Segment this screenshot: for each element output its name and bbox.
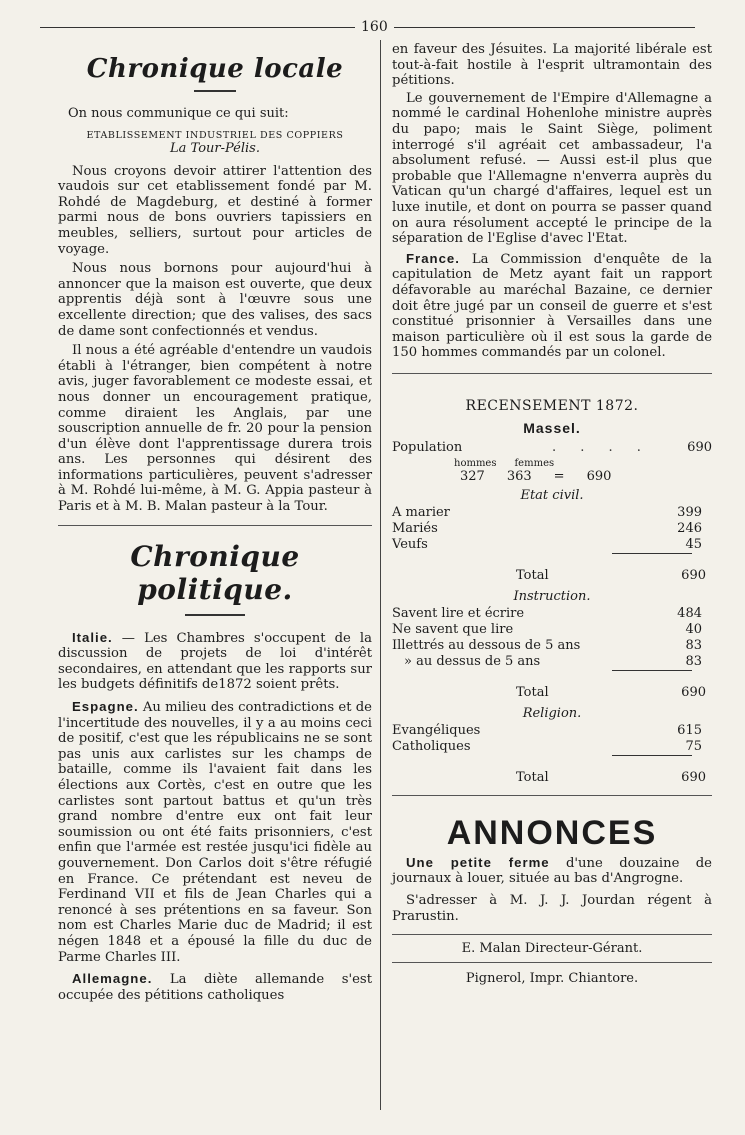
- total-label: Total: [516, 769, 549, 785]
- etat-label: Mariés: [392, 520, 438, 536]
- printer-line: Pignerol, Impr. Chiantore.: [465, 971, 639, 987]
- right-column: [392, 42, 712, 986]
- population-value: 690: [687, 439, 712, 455]
- espagne-text: Au milieu des contradictions et de l'incertitude des nouvelles, il y a au moins ceci de positif, c'est que les républicains ne se sont pas unis aux carlistes sur les champs de bataille, comme ils l'avaient fait dans les élections aux Cortès, c'est en outre que les carlistes sont partout battus et qu'un très grand nombre d'entre eux ont fait leur soumission ou ont été faits prisonniers, c'est enfin que l'armée est restée jusqu'ici fidèle au gouvernement. Don Carlos doit s'être réfugié en France. Ce prétendant est neveu de Ferdinand VII et fils de Jean Charles qui a renoncé à ses prétentions en sa faveur. Son nom est Charles Marie duc de Madrid; il est négen 1848 et a épousé la fille du duc de Parme Charles III.: [58, 700, 372, 965]
- column-divider: [380, 40, 381, 1110]
- equals-sign: =: [553, 468, 565, 484]
- etablissement-title: ETABLISSEMENT INDUSTRIEL DES COPPIERS: [86, 129, 344, 141]
- etat-civil-heading: Etat civil.: [520, 487, 584, 503]
- total-label: Total: [516, 684, 549, 700]
- religion-total: 690: [681, 769, 706, 785]
- etat-label: A marier: [392, 504, 450, 520]
- italie-text: — Les Chambres s'occupent de la discussion de projets de loi d'intérêt secondaires, en attendant que les rapports sur les budgets définitifs de1872 soient prêts.: [58, 630, 372, 693]
- allemagne-text: La diète allemande s'est occupée des pétitions catholiques: [58, 972, 372, 1003]
- etat-value: 246: [677, 520, 702, 536]
- total-rule: [612, 553, 692, 554]
- section-divider: [392, 934, 712, 935]
- hommes-value: 327: [460, 468, 485, 484]
- annonce-contact: S'adresser à M. J. J. Jourdan régent à Prarustin.: [392, 893, 712, 924]
- paragraph-1: Nous croyons devoir attirer l'attention des vaudois sur cet etablissement fondé par M. Rohdé de Magdeburg, et destiné à former parmi nous de bons ouvriers tapissiers en meubles, selliers, surtout pour articles de voyage.: [58, 163, 372, 257]
- heading-rule: [185, 614, 245, 618]
- heading-rule: [194, 90, 236, 92]
- espagne-paragraph: [58, 699, 372, 965]
- total-rule: [612, 755, 692, 756]
- annonce-paragraph: [392, 855, 712, 887]
- annonces-heading: ANNONCES: [446, 813, 658, 852]
- france-paragraph: [392, 251, 712, 361]
- instruction-row: [392, 638, 712, 654]
- instruction-row: [392, 654, 712, 670]
- religion-total-row: [392, 770, 712, 785]
- etat-row: [392, 505, 712, 521]
- france-label: France.: [406, 250, 460, 266]
- instruction-label: Savent lire et écrire: [392, 605, 525, 621]
- instruction-value: 40: [685, 621, 702, 637]
- espagne-label: Espagne.: [72, 699, 139, 715]
- instruction-row: [392, 606, 712, 622]
- femmes-value: 363: [506, 468, 532, 484]
- etat-label: Veufs: [392, 536, 428, 552]
- population-row: [392, 440, 712, 456]
- population-label: Population: [392, 439, 463, 455]
- instruction-total-row: [392, 685, 712, 700]
- instruction-label: Illettrés au dessous de 5 ans: [392, 637, 581, 653]
- page-number: 160: [355, 19, 394, 35]
- religion-label: Catholiques: [392, 738, 471, 754]
- religion-value: 75: [685, 738, 702, 754]
- religion-heading: Religion.: [522, 705, 582, 721]
- section-divider: [58, 525, 372, 526]
- intro-text: On nous communique ce qui suit:: [68, 106, 289, 121]
- hommes-label: hommes: [454, 457, 497, 469]
- leader-dots: . . . .: [552, 439, 651, 455]
- census-place: Massel.: [523, 419, 581, 436]
- sex-values: [460, 469, 712, 484]
- allemagne-label: Allemagne.: [72, 971, 153, 987]
- etat-total: 690: [681, 567, 706, 583]
- instruction-value: 83: [685, 637, 702, 653]
- annonce-lead: Une petite ferme: [406, 854, 550, 870]
- sex-total: 690: [586, 468, 612, 484]
- paragraph-2: Nous nous bornons pour aujourd'hui à annoncer que la maison est ouverte, que deux apprentis déjà sont à l'œuvre sous une excellente direction; que des valises, des sacs de dame sont confectionnés et vendus.: [58, 261, 372, 339]
- italie-label: Italie.: [72, 629, 113, 645]
- instruction-value: 484: [677, 605, 702, 621]
- religion-row: [392, 739, 712, 755]
- instruction-heading: Instruction.: [513, 588, 591, 604]
- italie-paragraph: [58, 630, 372, 693]
- religion-row: [392, 723, 712, 739]
- census-title: RECENSEMENT 1872.: [465, 397, 639, 414]
- instruction-value: 83: [685, 653, 702, 669]
- chronique-politique-heading: Chronique politique.: [130, 539, 300, 606]
- chronique-locale-heading: Chronique locale: [86, 54, 344, 84]
- annonce-text: d'une douzaine de journaux à louer, située au bas d'Angrogne.: [392, 855, 712, 887]
- total-rule: [612, 670, 692, 671]
- left-column: [58, 42, 372, 1003]
- section-divider: [392, 373, 712, 374]
- religion-value: 615: [677, 722, 702, 738]
- etablissement-place: La Tour-Pélis.: [170, 140, 260, 156]
- section-divider: [392, 962, 712, 963]
- etat-row: [392, 521, 712, 537]
- total-label: Total: [516, 567, 549, 583]
- instruction-row: [392, 622, 712, 638]
- continuation-text: en faveur des Jésuites. La majorité libérale est tout-à-fait hostile à l'esprit ultramontain des pétitions.: [392, 42, 712, 89]
- instruction-label: » au dessus de 5 ans: [404, 653, 541, 669]
- instruction-total: 690: [681, 684, 706, 700]
- paragraph-3: Il nous a été agréable d'entendre un vaudois établi à l'étranger, bien compétent à notre avis, juger favorablement ce modeste essai, et nous donner un encouragement pratique, comme diraient les Anglais, par une souscription annuelle de fr. 20 pour la pension d'un élève dont l'apprentissage durera trois ans. Les personnes qui désirent des informations particulières, peuvent s'adresser à M. Rohdé lui-même, à M. G. Appia pasteur à Paris et à M. B. Malan pasteur à la Tour.: [58, 343, 372, 515]
- director-line: E. Malan Directeur-Gérant.: [461, 941, 643, 957]
- etat-total-row: [392, 568, 712, 583]
- religion-label: Evangéliques: [392, 722, 481, 738]
- sex-headers: [454, 458, 712, 469]
- instruction-label: Ne savent que lire: [392, 621, 514, 637]
- gouvernement-paragraph: Le gouvernement de l'Empire d'Allemagne a nommé le cardinal Hohenlohe ministre auprès du papo; mais le Saint Siège, poliment interrogé s'il agréait cet ambassadeur, l'a absolument refusé. — Aussi est-il plus que probable que l'Allemagne n'enverra auprès du Vatican qu'un chargé d'affaires, lequel est un luxe inutile, et dont on pourra se passer quand on aura résolument accepté le principe de la séparation de l'Eglise d'avec l'Etat.: [392, 90, 712, 247]
- allemagne-paragraph: [58, 971, 372, 1003]
- etat-value: 45: [685, 536, 702, 552]
- femmes-label: femmes: [514, 457, 555, 469]
- etat-row: [392, 537, 712, 553]
- section-divider: [392, 795, 712, 796]
- etat-value: 399: [677, 504, 702, 520]
- france-text: La Commission d'enquête de la capitulation de Metz ayant fait un rapport défavorable au maréchal Bazaine, ce dernier doit être jugé par un conseil de guerre et s'est constitué prisonnier à Versailles dans une maison particulière où il est sous la garde de 150 hommes commandés par un colonel.: [392, 251, 712, 361]
